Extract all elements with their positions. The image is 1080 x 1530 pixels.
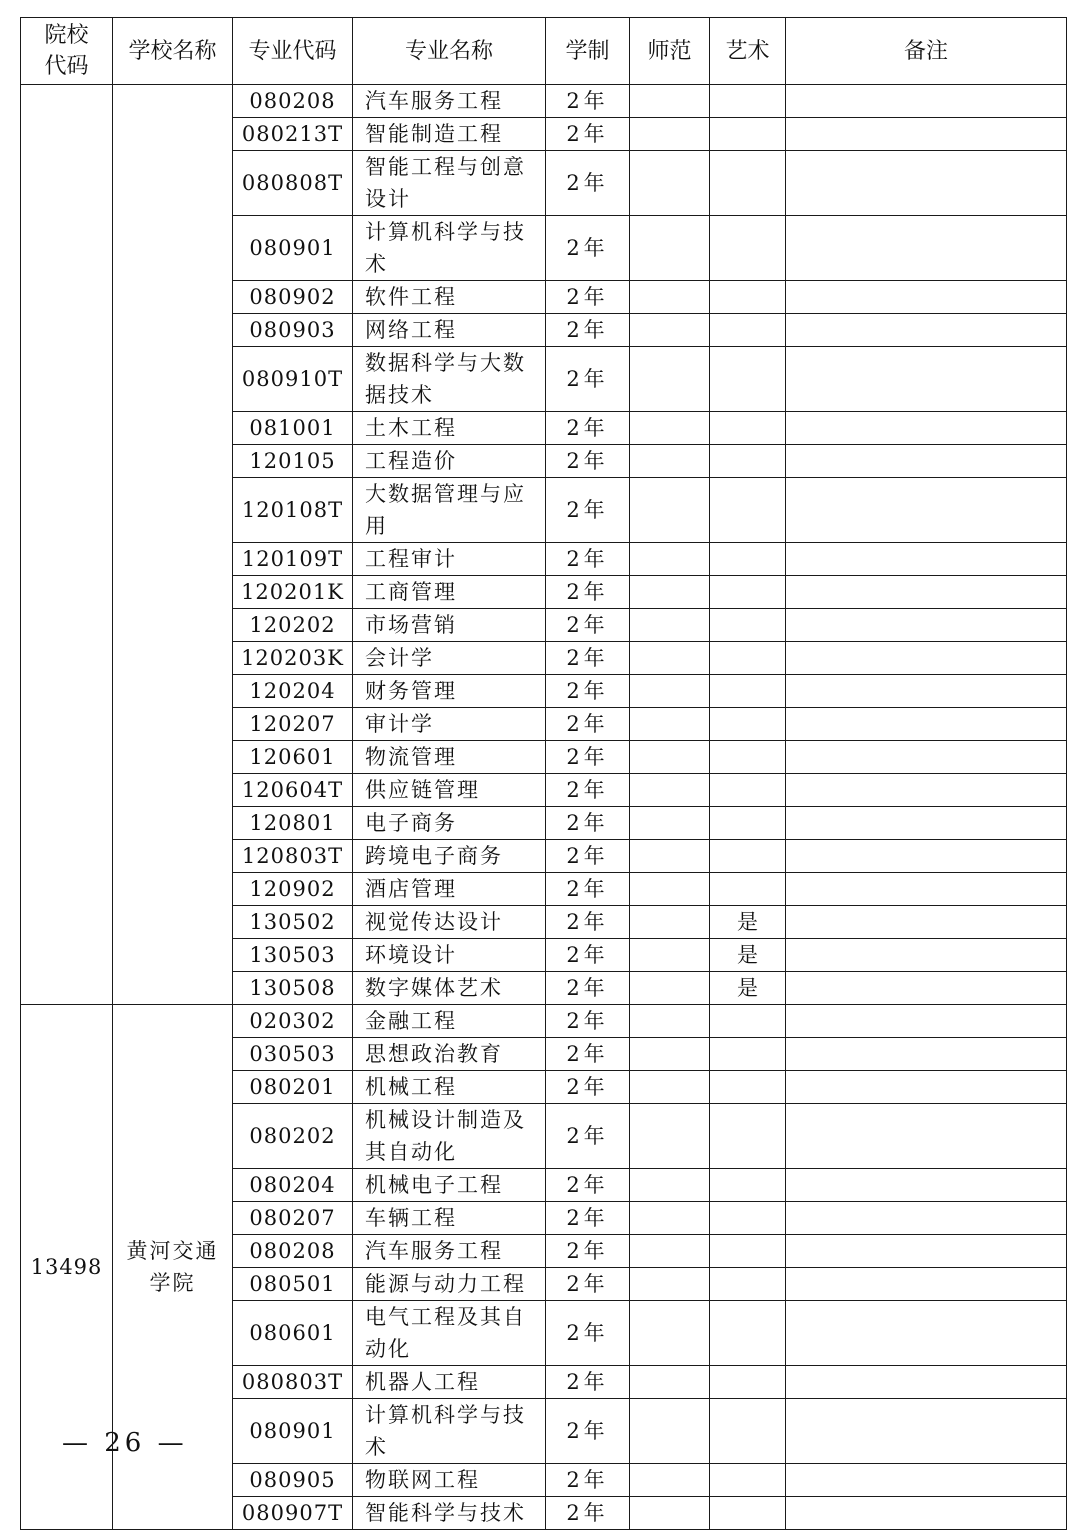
teacher-training-cell (630, 216, 710, 281)
major-name-cell: 工程造价 (353, 445, 546, 478)
art-cell (710, 1038, 786, 1071)
duration-cell: 2年 (546, 1005, 630, 1038)
major-code-cell: 020302 (233, 1005, 353, 1038)
teacher-training-cell (630, 412, 710, 445)
remarks-cell (786, 118, 1067, 151)
major-name-cell: 视觉传达设计 (353, 906, 546, 939)
art-cell: 是 (710, 972, 786, 1005)
duration-cell: 2年 (546, 281, 630, 314)
major-code-cell: 080901 (233, 216, 353, 281)
major-name-cell: 环境设计 (353, 939, 546, 972)
art-cell (710, 118, 786, 151)
art-cell (710, 840, 786, 873)
school-code-cell: 13498 (21, 1005, 113, 1530)
art-cell (710, 85, 786, 118)
major-name-cell: 智能制造工程 (353, 118, 546, 151)
duration-cell: 2年 (546, 1268, 630, 1301)
duration-cell: 2年 (546, 314, 630, 347)
remarks-cell (786, 1464, 1067, 1497)
major-code-cell: 030503 (233, 1038, 353, 1071)
duration-cell: 2年 (546, 1464, 630, 1497)
major-code-cell: 120801 (233, 807, 353, 840)
major-code-cell: 130502 (233, 906, 353, 939)
art-cell (710, 1497, 786, 1530)
major-name-cell: 数字媒体艺术 (353, 972, 546, 1005)
duration-cell: 2年 (546, 1399, 630, 1464)
duration-cell: 2年 (546, 543, 630, 576)
major-name-cell: 物联网工程 (353, 1464, 546, 1497)
art-cell (710, 1104, 786, 1169)
header-school-code-line: 代码 (44, 54, 89, 79)
major-name-cell (353, 1104, 546, 1169)
art-cell (710, 576, 786, 609)
major-name-cell: 电气工程及其自动化 (353, 1301, 546, 1366)
remarks-cell (786, 1071, 1067, 1104)
major-name-cell: 计算机科学与技术 (353, 216, 546, 281)
duration-cell: 2年 (546, 675, 630, 708)
duration-cell: 2年 (546, 85, 630, 118)
teacher-training-cell (630, 939, 710, 972)
duration-cell: 2年 (546, 1169, 630, 1202)
major-code-cell: 080903 (233, 314, 353, 347)
remarks-cell (786, 216, 1067, 281)
table-body (21, 85, 1067, 1530)
major-name-cell: 土木工程 (353, 412, 546, 445)
remarks-cell (786, 281, 1067, 314)
art-cell (710, 347, 786, 412)
teacher-training-cell (630, 906, 710, 939)
major-name-line: 机械设计制造及 (365, 1108, 526, 1132)
duration-cell: 2年 (546, 445, 630, 478)
major-name-cell: 审计学 (353, 708, 546, 741)
art-cell (710, 807, 786, 840)
remarks-cell (786, 972, 1067, 1005)
remarks-cell (786, 1005, 1067, 1038)
remarks-cell (786, 840, 1067, 873)
major-name-cell: 车辆工程 (353, 1202, 546, 1235)
major-name-cell: 机械电子工程 (353, 1169, 546, 1202)
duration-cell: 2年 (546, 1497, 630, 1530)
art-cell: 是 (710, 939, 786, 972)
header-school-code-line: 院校 (44, 23, 89, 48)
duration-cell: 2年 (546, 741, 630, 774)
remarks-cell (786, 1235, 1067, 1268)
teacher-training-cell (630, 1169, 710, 1202)
remarks-cell (786, 1202, 1067, 1235)
teacher-training-cell (630, 118, 710, 151)
school-code-cell (21, 85, 113, 1005)
major-name-cell: 工商管理 (353, 576, 546, 609)
major-name-cell: 工程审计 (353, 543, 546, 576)
teacher-training-cell (630, 708, 710, 741)
teacher-training-cell (630, 807, 710, 840)
duration-cell: 2年 (546, 642, 630, 675)
major-code-cell: 130503 (233, 939, 353, 972)
major-name-cell: 机械工程 (353, 1071, 546, 1104)
teacher-training-cell (630, 1399, 710, 1464)
duration-cell: 2年 (546, 118, 630, 151)
major-code-cell: 080808T (233, 151, 353, 216)
remarks-cell (786, 675, 1067, 708)
art-cell (710, 1301, 786, 1366)
major-code-cell: 080601 (233, 1301, 353, 1366)
major-code-cell: 080901 (233, 1399, 353, 1464)
teacher-training-cell (630, 151, 710, 216)
remarks-cell (786, 347, 1067, 412)
duration-cell: 2年 (546, 840, 630, 873)
teacher-training-cell (630, 1366, 710, 1399)
table-row (21, 85, 1067, 118)
art-cell (710, 412, 786, 445)
teacher-training-cell (630, 972, 710, 1005)
duration-cell: 2年 (546, 576, 630, 609)
art-cell (710, 216, 786, 281)
major-name-cell: 市场营销 (353, 609, 546, 642)
teacher-training-cell (630, 314, 710, 347)
major-code-cell: 080501 (233, 1268, 353, 1301)
teacher-training-cell (630, 347, 710, 412)
remarks-cell (786, 151, 1067, 216)
art-cell (710, 642, 786, 675)
art-cell (710, 741, 786, 774)
major-name-cell: 大数据管理与应用 (353, 478, 546, 543)
duration-cell: 2年 (546, 412, 630, 445)
art-cell (710, 281, 786, 314)
major-code-cell: 120203K (233, 642, 353, 675)
remarks-cell (786, 412, 1067, 445)
art-cell (710, 1366, 786, 1399)
major-name-cell: 能源与动力工程 (353, 1268, 546, 1301)
school-name-line: 黄河交通 (126, 1239, 219, 1263)
major-name-cell (353, 347, 546, 412)
remarks-cell (786, 873, 1067, 906)
major-name-cell: 酒店管理 (353, 873, 546, 906)
teacher-training-cell (630, 1104, 710, 1169)
remarks-cell (786, 478, 1067, 543)
remarks-cell (786, 939, 1067, 972)
art-cell (710, 609, 786, 642)
page-number: — 26 — (62, 1428, 188, 1458)
teacher-training-cell (630, 1464, 710, 1497)
duration-cell: 2年 (546, 216, 630, 281)
major-code-cell: 080204 (233, 1169, 353, 1202)
remarks-cell (786, 708, 1067, 741)
teacher-training-cell (630, 543, 710, 576)
remarks-cell (786, 1268, 1067, 1301)
art-cell (710, 543, 786, 576)
duration-cell: 2年 (546, 347, 630, 412)
major-name-cell: 会计学 (353, 642, 546, 675)
duration-cell: 2年 (546, 1366, 630, 1399)
major-code-cell: 080202 (233, 1104, 353, 1169)
art-cell (710, 873, 786, 906)
remarks-cell (786, 85, 1067, 118)
major-code-cell: 080213T (233, 118, 353, 151)
teacher-training-cell (630, 642, 710, 675)
teacher-training-cell (630, 741, 710, 774)
header-school-code (21, 18, 113, 85)
teacher-training-cell (630, 445, 710, 478)
table-row (21, 1005, 1067, 1038)
teacher-training-cell (630, 873, 710, 906)
duration-cell: 2年 (546, 939, 630, 972)
major-code-cell: 120604T (233, 774, 353, 807)
header-duration: 学制 (546, 18, 630, 85)
major-code-cell: 080803T (233, 1366, 353, 1399)
remarks-cell (786, 576, 1067, 609)
major-name-line: 据技术 (365, 383, 434, 407)
major-code-cell: 120202 (233, 609, 353, 642)
major-code-cell: 120902 (233, 873, 353, 906)
major-code-cell: 120803T (233, 840, 353, 873)
art-cell (710, 1464, 786, 1497)
teacher-training-cell (630, 1005, 710, 1038)
major-code-cell: 120201K (233, 576, 353, 609)
art-cell (710, 1235, 786, 1268)
art-cell (710, 708, 786, 741)
remarks-cell (786, 1038, 1067, 1071)
remarks-cell (786, 1497, 1067, 1530)
remarks-cell (786, 642, 1067, 675)
major-name-line: 数据科学与大数 (365, 351, 526, 375)
duration-cell: 2年 (546, 151, 630, 216)
major-name-line: 其自动化 (365, 1140, 457, 1164)
art-cell (710, 445, 786, 478)
art-cell (710, 478, 786, 543)
duration-cell: 2年 (546, 609, 630, 642)
duration-cell: 2年 (546, 1071, 630, 1104)
teacher-training-cell (630, 1301, 710, 1366)
duration-cell: 2年 (546, 1202, 630, 1235)
major-name-cell: 网络工程 (353, 314, 546, 347)
duration-cell: 2年 (546, 774, 630, 807)
major-code-cell: 080910T (233, 347, 353, 412)
remarks-cell (786, 543, 1067, 576)
remarks-cell (786, 1366, 1067, 1399)
majors-table (20, 17, 1067, 1530)
remarks-cell (786, 807, 1067, 840)
teacher-training-cell (630, 774, 710, 807)
art-cell (710, 1202, 786, 1235)
duration-cell: 2年 (546, 972, 630, 1005)
duration-cell: 2年 (546, 873, 630, 906)
teacher-training-cell (630, 609, 710, 642)
header-major-name: 专业名称 (353, 18, 546, 85)
teacher-training-cell (630, 1038, 710, 1071)
art-cell (710, 675, 786, 708)
duration-cell: 2年 (546, 1104, 630, 1169)
major-code-cell: 120207 (233, 708, 353, 741)
teacher-training-cell (630, 1497, 710, 1530)
major-code-cell: 080201 (233, 1071, 353, 1104)
art-cell (710, 1169, 786, 1202)
teacher-training-cell (630, 85, 710, 118)
major-name-cell: 智能工程与创意设计 (353, 151, 546, 216)
major-code-cell: 081001 (233, 412, 353, 445)
major-name-cell: 汽车服务工程 (353, 1235, 546, 1268)
teacher-training-cell (630, 675, 710, 708)
art-cell (710, 774, 786, 807)
major-name-cell: 财务管理 (353, 675, 546, 708)
header-remarks: 备注 (786, 18, 1067, 85)
art-cell (710, 151, 786, 216)
remarks-cell (786, 1169, 1067, 1202)
major-code-cell: 120108T (233, 478, 353, 543)
remarks-cell (786, 1301, 1067, 1366)
major-name-cell: 计算机科学与技术 (353, 1399, 546, 1464)
header-school-name: 学校名称 (113, 18, 233, 85)
major-code-cell: 080208 (233, 1235, 353, 1268)
major-code-cell: 080905 (233, 1464, 353, 1497)
art-cell (710, 314, 786, 347)
duration-cell: 2年 (546, 1301, 630, 1366)
major-name-cell: 思想政治教育 (353, 1038, 546, 1071)
art-cell (710, 1005, 786, 1038)
major-name-cell: 电子商务 (353, 807, 546, 840)
remarks-cell (786, 741, 1067, 774)
teacher-training-cell (630, 1235, 710, 1268)
major-name-cell: 物流管理 (353, 741, 546, 774)
header-major-code: 专业代码 (233, 18, 353, 85)
teacher-training-cell (630, 478, 710, 543)
duration-cell: 2年 (546, 807, 630, 840)
major-name-cell: 智能科学与技术 (353, 1497, 546, 1530)
duration-cell: 2年 (546, 906, 630, 939)
remarks-cell (786, 314, 1067, 347)
major-code-cell: 130508 (233, 972, 353, 1005)
art-cell (710, 1071, 786, 1104)
major-name-cell: 跨境电子商务 (353, 840, 546, 873)
teacher-training-cell (630, 1268, 710, 1301)
major-code-cell: 120109T (233, 543, 353, 576)
teacher-training-cell (630, 576, 710, 609)
remarks-cell (786, 1104, 1067, 1169)
duration-cell: 2年 (546, 478, 630, 543)
major-name-cell: 汽车服务工程 (353, 85, 546, 118)
school-name-cell (113, 85, 233, 1005)
duration-cell: 2年 (546, 708, 630, 741)
art-cell: 是 (710, 906, 786, 939)
major-name-cell: 机器人工程 (353, 1366, 546, 1399)
major-name-cell: 软件工程 (353, 281, 546, 314)
major-name-cell: 金融工程 (353, 1005, 546, 1038)
teacher-training-cell (630, 840, 710, 873)
major-code-cell: 120105 (233, 445, 353, 478)
major-name-cell: 供应链管理 (353, 774, 546, 807)
major-code-cell: 120601 (233, 741, 353, 774)
teacher-training-cell (630, 1202, 710, 1235)
header-teacher-training: 师范 (630, 18, 710, 85)
remarks-cell (786, 906, 1067, 939)
major-code-cell: 120204 (233, 675, 353, 708)
major-code-cell: 080207 (233, 1202, 353, 1235)
art-cell (710, 1399, 786, 1464)
teacher-training-cell (630, 1071, 710, 1104)
teacher-training-cell (630, 281, 710, 314)
art-cell (710, 1268, 786, 1301)
remarks-cell (786, 1399, 1067, 1464)
header-row (21, 18, 1067, 85)
duration-cell: 2年 (546, 1038, 630, 1071)
remarks-cell (786, 774, 1067, 807)
remarks-cell (786, 609, 1067, 642)
school-name-line: 学院 (149, 1271, 196, 1295)
duration-cell: 2年 (546, 1235, 630, 1268)
header-art: 艺术 (710, 18, 786, 85)
major-code-cell: 080907T (233, 1497, 353, 1530)
major-code-cell: 080208 (233, 85, 353, 118)
remarks-cell (786, 445, 1067, 478)
major-code-cell: 080902 (233, 281, 353, 314)
